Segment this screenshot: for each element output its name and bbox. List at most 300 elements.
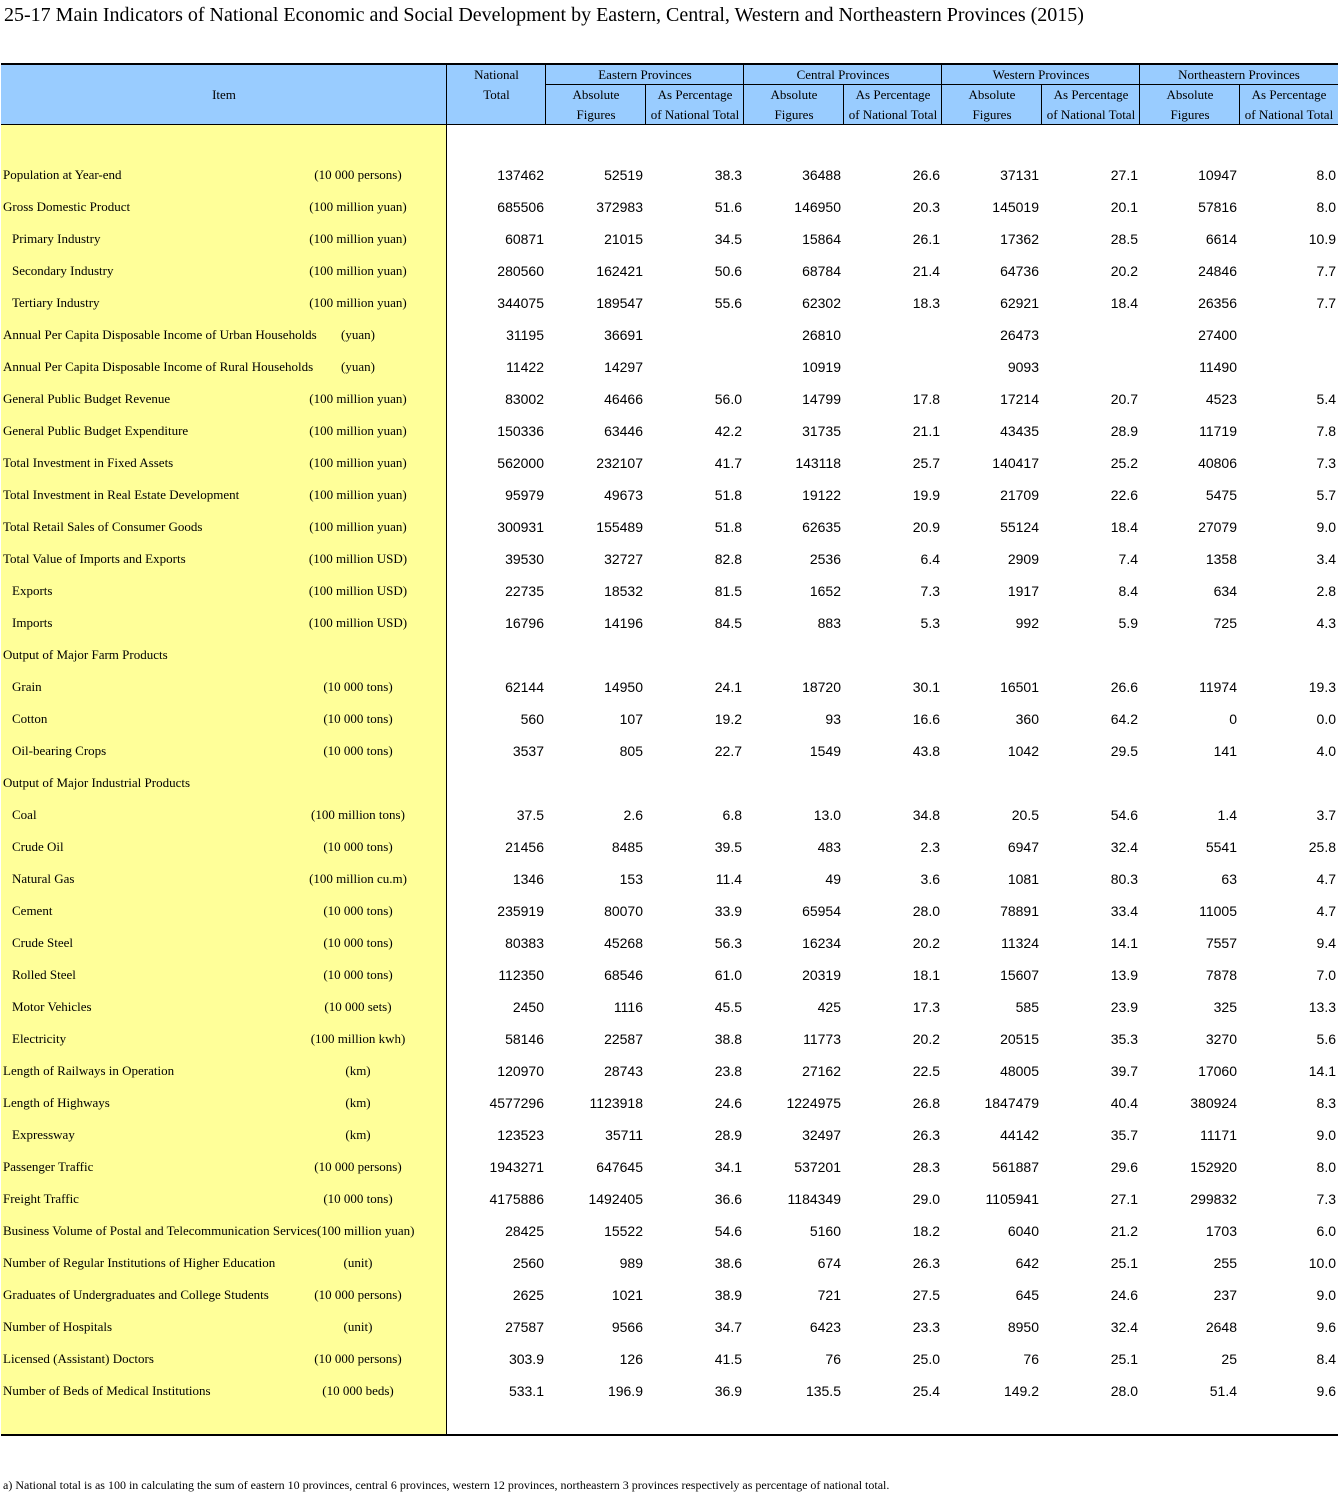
row-value: 585 <box>1015 999 1039 1015</box>
row-value: 9093 <box>1007 359 1039 375</box>
row-value: 26.3 <box>912 1127 940 1143</box>
row-item-label: Number of Beds of Medical Institutions <box>3 1383 211 1398</box>
row-unit: (km) <box>345 1063 371 1078</box>
row-value: 380924 <box>1190 1095 1237 1111</box>
row-value: 5.4 <box>1316 391 1336 407</box>
row-value: 20.7 <box>1110 391 1138 407</box>
row-value: 560 <box>520 711 544 727</box>
row-value: 62144 <box>505 679 544 695</box>
table-row <box>1 511 1338 543</box>
row-value: 2450 <box>512 999 544 1015</box>
row-value: 37131 <box>1000 167 1039 183</box>
header-group-eastern: Eastern Provinces <box>598 67 692 82</box>
table-row <box>1 159 1338 191</box>
row-value: 28.9 <box>1110 423 1138 439</box>
header-pct-line1: As Percentage <box>1251 87 1327 102</box>
row-value: 23.3 <box>912 1319 940 1335</box>
row-value: 149.2 <box>1003 1383 1039 1399</box>
grid-line <box>941 65 942 125</box>
row-value: 10919 <box>802 359 841 375</box>
grid-line <box>645 85 646 125</box>
row-value: 34.8 <box>912 807 940 823</box>
row-value: 162421 <box>596 263 643 279</box>
row-unit: (100 million yuan) <box>309 423 407 438</box>
row-value: 20515 <box>1000 1031 1039 1047</box>
header-pct-line1: As Percentage <box>1053 87 1129 102</box>
row-value: 58146 <box>505 1031 544 1047</box>
row-value: 5.3 <box>920 615 940 631</box>
row-value: 11773 <box>803 1031 841 1047</box>
table-row <box>1 191 1338 223</box>
row-value: 9.0 <box>1316 519 1336 535</box>
row-value: 24846 <box>1198 263 1237 279</box>
row-value: 21015 <box>604 231 643 247</box>
table-row <box>1 1279 1338 1311</box>
row-value: 7557 <box>1205 935 1237 951</box>
header-pct-line2: of National Total <box>1244 107 1334 122</box>
row-value: 51.8 <box>714 487 742 503</box>
row-unit: (10 000 persons) <box>314 167 402 182</box>
row-value: 17.3 <box>912 999 940 1015</box>
row-item-label: Number of Regular Institutions of Higher Education <box>3 1255 276 1270</box>
row-value: 7.3 <box>920 583 940 599</box>
row-value: 18720 <box>802 679 841 695</box>
table-row <box>1 319 1338 351</box>
row-value: 562000 <box>497 455 544 471</box>
table-row <box>1 927 1338 959</box>
row-item-label: Grain <box>12 679 42 694</box>
row-value: 372983 <box>596 199 643 215</box>
row-value: 62635 <box>802 519 841 535</box>
row-value: 16234 <box>802 935 841 951</box>
row-value: 93 <box>825 711 841 727</box>
row-value: 14.1 <box>1110 935 1138 951</box>
table-header <box>1 65 1338 125</box>
table-row <box>1 991 1338 1023</box>
row-value: 63446 <box>604 423 643 439</box>
row-value: 35.3 <box>1110 1031 1138 1047</box>
row-value: 13.0 <box>813 807 841 823</box>
row-value: 4175886 <box>489 1191 544 1207</box>
row-value: 56.3 <box>714 935 742 951</box>
header-group-northeastern: Northeastern Provinces <box>1178 67 1300 82</box>
row-value: 32727 <box>604 551 643 567</box>
row-value: 360 <box>1015 711 1039 727</box>
row-item-label: Length of Railways in Operation <box>3 1063 175 1078</box>
table-row <box>1 1151 1338 1183</box>
header-pct-line1: As Percentage <box>855 87 931 102</box>
row-value: 34.1 <box>714 1159 742 1175</box>
row-value: 15607 <box>1000 967 1039 983</box>
header-pct-line2: of National Total <box>1046 107 1136 122</box>
row-value: 11171 <box>1200 1127 1237 1143</box>
table-row <box>1 1055 1338 1087</box>
row-value: 0 <box>1229 711 1237 727</box>
row-value: 2909 <box>1007 551 1039 567</box>
row-value: 43.8 <box>912 743 940 759</box>
row-value: 6.8 <box>722 807 742 823</box>
row-value: 805 <box>619 743 643 759</box>
row-value: 16501 <box>1000 679 1039 695</box>
row-value: 7.7 <box>1316 295 1336 311</box>
row-value: 8.4 <box>1118 583 1138 599</box>
table-row <box>1 383 1338 415</box>
row-value: 8.4 <box>1316 1351 1336 1367</box>
row-value: 1703 <box>1205 1223 1237 1239</box>
table-row <box>1 607 1338 639</box>
table-row <box>1 543 1338 575</box>
row-value: 300931 <box>497 519 544 535</box>
row-value: 10.9 <box>1308 231 1336 247</box>
row-item-label: Cotton <box>12 711 48 726</box>
row-value: 2536 <box>809 551 841 567</box>
row-value: 21456 <box>505 839 544 855</box>
row-value: 9.4 <box>1316 935 1336 951</box>
table-row <box>1 831 1338 863</box>
row-value: 80070 <box>604 903 643 919</box>
row-value: 112350 <box>498 967 544 983</box>
row-value: 45268 <box>604 935 643 951</box>
row-value: 62302 <box>802 295 841 311</box>
row-unit: (km) <box>345 1127 371 1142</box>
row-item-label: Number of Hospitals <box>3 1319 113 1334</box>
grid-line <box>743 65 744 125</box>
header-pct-line2: of National Total <box>848 107 938 122</box>
row-unit: (100 million tons) <box>311 807 405 822</box>
table-row <box>1 1375 1338 1407</box>
row-unit: (100 million yuan) <box>309 231 407 246</box>
row-value: 57816 <box>1198 199 1237 215</box>
row-value: 33.9 <box>714 903 742 919</box>
row-value: 14.1 <box>1308 1063 1336 1079</box>
row-value: 1123918 <box>589 1095 643 1111</box>
row-item-label: Imports <box>12 615 53 630</box>
row-value: 11719 <box>1199 423 1237 439</box>
table-row <box>1 1343 1338 1375</box>
row-value: 55.6 <box>714 295 742 311</box>
row-value: 23.9 <box>1110 999 1138 1015</box>
row-value: 62921 <box>1000 295 1039 311</box>
row-value: 9.6 <box>1316 1383 1336 1399</box>
row-item-label: Freight Traffic <box>3 1191 79 1206</box>
row-value: 32497 <box>802 1127 841 1143</box>
row-value: 196.9 <box>607 1383 643 1399</box>
row-unit: (unit) <box>343 1319 373 1334</box>
row-value: 0.0 <box>1316 711 1336 727</box>
row-value: 95979 <box>505 487 544 503</box>
row-value: 18.1 <box>912 967 940 983</box>
grid-line <box>1139 65 1140 125</box>
row-value: 25.2 <box>1110 455 1138 471</box>
row-value: 29.5 <box>1110 743 1138 759</box>
row-value: 36488 <box>802 167 841 183</box>
row-value: 20.2 <box>912 935 940 951</box>
row-value: 150336 <box>497 423 544 439</box>
row-value: 15522 <box>604 1223 643 1239</box>
row-value: 685506 <box>497 199 544 215</box>
row-item-label: Output of Major Industrial Products <box>3 775 191 790</box>
row-item-label: Business Volume of Postal and Telecommunication Services(100 million yuan) <box>3 1223 415 1238</box>
row-value: 1224975 <box>786 1095 841 1111</box>
row-unit: (10 000 tons) <box>323 903 393 918</box>
row-value: 533.1 <box>508 1383 544 1399</box>
row-value: 4.7 <box>1316 903 1336 919</box>
row-unit: (10 000 sets) <box>324 999 392 1014</box>
row-value: 4.0 <box>1316 743 1336 759</box>
row-unit: (unit) <box>343 1255 373 1270</box>
row-value: 51.4 <box>1209 1383 1237 1399</box>
row-value: 14196 <box>604 615 643 631</box>
table-row <box>1 735 1338 767</box>
row-value: 13.9 <box>1110 967 1138 983</box>
header-abs-line1: Absolute <box>770 87 818 102</box>
row-value: 20.3 <box>912 199 940 215</box>
row-value: 24.6 <box>714 1095 742 1111</box>
row-value: 27.1 <box>1110 167 1138 183</box>
header-item: Item <box>212 87 236 102</box>
row-value: 2.3 <box>920 839 940 855</box>
header-group-central: Central Provinces <box>796 67 890 82</box>
row-value: 2.6 <box>623 807 643 823</box>
row-value: 25.4 <box>912 1383 940 1399</box>
row-value: 1346 <box>512 871 544 887</box>
row-value: 11.4 <box>715 871 742 887</box>
row-value: 41.5 <box>714 1351 742 1367</box>
table-row <box>1 1087 1338 1119</box>
header-absolute-figures <box>1140 85 1240 125</box>
row-value: 40.4 <box>1110 1095 1138 1111</box>
row-value: 31735 <box>802 423 841 439</box>
row-value: 4.7 <box>1316 871 1336 887</box>
row-item-label: Output of Major Farm Products <box>3 647 168 662</box>
row-value: 10947 <box>1198 167 1237 183</box>
row-value: 1081 <box>1007 871 1039 887</box>
row-unit: (10 000 tons) <box>323 1191 393 1206</box>
row-value: 6423 <box>809 1319 841 1335</box>
row-item-label: Total Retail Sales of Consumer Goods <box>3 519 203 534</box>
row-unit: (10 000 tons) <box>323 967 393 982</box>
row-value: 143118 <box>795 455 841 471</box>
row-value: 22587 <box>604 1031 643 1047</box>
row-value: 237 <box>1213 1287 1237 1303</box>
row-unit: (100 million USD) <box>308 551 408 566</box>
row-item-label: Rolled Steel <box>12 967 76 982</box>
row-value: 344075 <box>497 295 544 311</box>
row-value: 425 <box>817 999 841 1015</box>
row-value: 3537 <box>512 743 544 759</box>
row-value: 146950 <box>794 199 841 215</box>
table-row <box>1 255 1338 287</box>
row-value: 26.1 <box>912 231 940 247</box>
row-value: 5.7 <box>1316 487 1336 503</box>
grid-line <box>545 65 546 125</box>
header-percentage <box>844 85 942 125</box>
header-absolute-figures <box>942 85 1042 125</box>
row-value: 78891 <box>1000 903 1039 919</box>
row-value: 989 <box>619 1255 643 1271</box>
row-value: 107 <box>619 711 643 727</box>
row-value: 26356 <box>1198 295 1237 311</box>
header-abs-line1: Absolute <box>1166 87 1214 102</box>
row-unit: (10 000 persons) <box>314 1351 402 1366</box>
row-value: 55124 <box>1000 519 1039 535</box>
row-value: 1652 <box>809 583 841 599</box>
row-value: 152920 <box>1190 1159 1237 1175</box>
row-value: 1492405 <box>588 1191 643 1207</box>
row-value: 18.4 <box>1110 295 1138 311</box>
row-unit: (100 million yuan) <box>309 295 407 310</box>
row-item-label: Gross Domestic Product <box>3 199 131 214</box>
row-unit: (10 000 tons) <box>323 935 393 950</box>
row-value: 5160 <box>809 1223 841 1239</box>
row-value: 28743 <box>604 1063 643 1079</box>
row-value: 25.8 <box>1308 839 1336 855</box>
row-unit: (100 million kwh) <box>310 1031 406 1046</box>
row-value: 145019 <box>992 199 1039 215</box>
row-value: 21.2 <box>1110 1223 1138 1239</box>
row-value: 20.1 <box>1110 199 1138 215</box>
row-item-label: Graduates of Undergraduates and College Students <box>3 1287 269 1302</box>
row-value: 63 <box>1221 871 1237 887</box>
row-value: 7.7 <box>1316 263 1336 279</box>
row-value: 48005 <box>1000 1063 1039 1079</box>
row-value: 11422 <box>506 359 544 375</box>
row-item-label: Annual Per Capita Disposable Income of Urban Households <box>3 327 317 342</box>
row-value: 725 <box>1213 615 1237 631</box>
row-value: 1042 <box>1007 743 1039 759</box>
row-value: 17060 <box>1198 1063 1237 1079</box>
row-unit: (10 000 tons) <box>323 679 393 694</box>
row-value: 1943271 <box>489 1159 544 1175</box>
table-row <box>1 959 1338 991</box>
row-value: 8950 <box>1007 1319 1039 1335</box>
row-value: 9.6 <box>1316 1319 1336 1335</box>
row-item-label: Secondary Industry <box>12 263 114 278</box>
row-value: 68784 <box>802 263 841 279</box>
row-value: 26473 <box>1000 327 1039 343</box>
row-value: 31195 <box>506 327 544 343</box>
header-abs-line2: Figures <box>774 107 814 122</box>
row-value: 21709 <box>1000 487 1039 503</box>
row-value: 81.5 <box>714 583 742 599</box>
row-value: 32.4 <box>1110 839 1138 855</box>
row-unit: (yuan) <box>341 327 375 342</box>
table-row <box>1 223 1338 255</box>
row-value: 23.8 <box>714 1063 742 1079</box>
row-value: 155489 <box>596 519 643 535</box>
row-value: 8485 <box>611 839 643 855</box>
row-value: 140417 <box>992 455 1039 471</box>
header-national-line1: National <box>474 67 519 82</box>
row-value: 232107 <box>596 455 643 471</box>
row-value: 126 <box>619 1351 643 1367</box>
row-value: 6040 <box>1007 1223 1039 1239</box>
row-value: 17.8 <box>912 391 940 407</box>
row-value: 674 <box>817 1255 841 1271</box>
table-row <box>1 1023 1338 1055</box>
table-row <box>1 415 1338 447</box>
row-item-label: Natural Gas <box>12 871 75 886</box>
indicator-table <box>1 63 1338 1436</box>
row-value: 1847479 <box>984 1095 1039 1111</box>
row-item-label: General Public Budget Expenditure <box>3 423 189 438</box>
row-item-label: Oil-bearing Crops <box>12 743 107 758</box>
row-value: 83002 <box>505 391 544 407</box>
row-value: 11490 <box>1199 359 1237 375</box>
table-row <box>1 671 1338 703</box>
row-value: 1358 <box>1205 551 1237 567</box>
row-value: 33.4 <box>1110 903 1138 919</box>
row-value: 11974 <box>1199 679 1237 695</box>
row-value: 5541 <box>1205 839 1237 855</box>
row-value: 84.5 <box>714 615 742 631</box>
row-value: 14950 <box>604 679 643 695</box>
row-value: 303.9 <box>508 1351 544 1367</box>
row-value: 26.6 <box>912 167 940 183</box>
row-item-label: Expressway <box>12 1127 75 1142</box>
row-value: 68546 <box>604 967 643 983</box>
row-value: 10.0 <box>1308 1255 1336 1271</box>
row-value: 20.5 <box>1011 807 1039 823</box>
table-row <box>1 799 1338 831</box>
row-value: 28.0 <box>1110 1383 1138 1399</box>
row-unit: (10 000 beds) <box>322 1383 394 1398</box>
row-value: 14799 <box>802 391 841 407</box>
row-value: 135.5 <box>805 1383 841 1399</box>
row-item-label: Electricity <box>12 1031 67 1046</box>
page-title: 25-17 Main Indicators of National Economic and Social Development by Eastern, Central, Western and Northeastern Provinces (2015) <box>4 4 1084 26</box>
row-value: 45.5 <box>714 999 742 1015</box>
row-value: 299832 <box>1190 1191 1237 1207</box>
row-item-label: Length of Highways <box>3 1095 110 1110</box>
row-unit: (100 million USD) <box>308 583 408 598</box>
row-value: 49673 <box>604 487 643 503</box>
row-value: 14297 <box>604 359 643 375</box>
row-value: 8.3 <box>1316 1095 1336 1111</box>
row-value: 2560 <box>512 1255 544 1271</box>
row-value: 153 <box>619 871 643 887</box>
row-item-label: Licensed (Assistant) Doctors <box>3 1351 154 1366</box>
row-item-label: Tertiary Industry <box>12 295 100 310</box>
table-row <box>1 863 1338 895</box>
row-value: 21.1 <box>912 423 940 439</box>
header-absolute-figures <box>546 85 646 125</box>
row-value: 28.0 <box>912 903 940 919</box>
row-value: 9.0 <box>1316 1127 1336 1143</box>
row-value: 16.6 <box>912 711 940 727</box>
row-item-label: Total Investment in Real Estate Development <box>3 487 240 502</box>
row-value: 42.2 <box>714 423 742 439</box>
row-value: 6.0 <box>1316 1223 1336 1239</box>
row-item-label: Motor Vehicles <box>12 999 92 1014</box>
row-value: 36.6 <box>714 1191 742 1207</box>
row-value: 39.5 <box>714 839 742 855</box>
row-value: 61.0 <box>714 967 742 983</box>
row-value: 137462 <box>497 167 544 183</box>
row-value: 27162 <box>802 1063 841 1079</box>
row-value: 13.3 <box>1308 999 1336 1015</box>
row-value: 26.6 <box>1110 679 1138 695</box>
row-item-label: Crude Oil <box>12 839 64 854</box>
row-value: 28.3 <box>912 1159 940 1175</box>
row-value: 9.0 <box>1316 1287 1336 1303</box>
table-row <box>1 1215 1338 1247</box>
table-row <box>1 287 1338 319</box>
row-value: 1116 <box>613 999 643 1015</box>
row-value: 30.1 <box>912 679 940 695</box>
row-value: 141 <box>1213 743 1237 759</box>
row-value: 28.5 <box>1110 231 1138 247</box>
